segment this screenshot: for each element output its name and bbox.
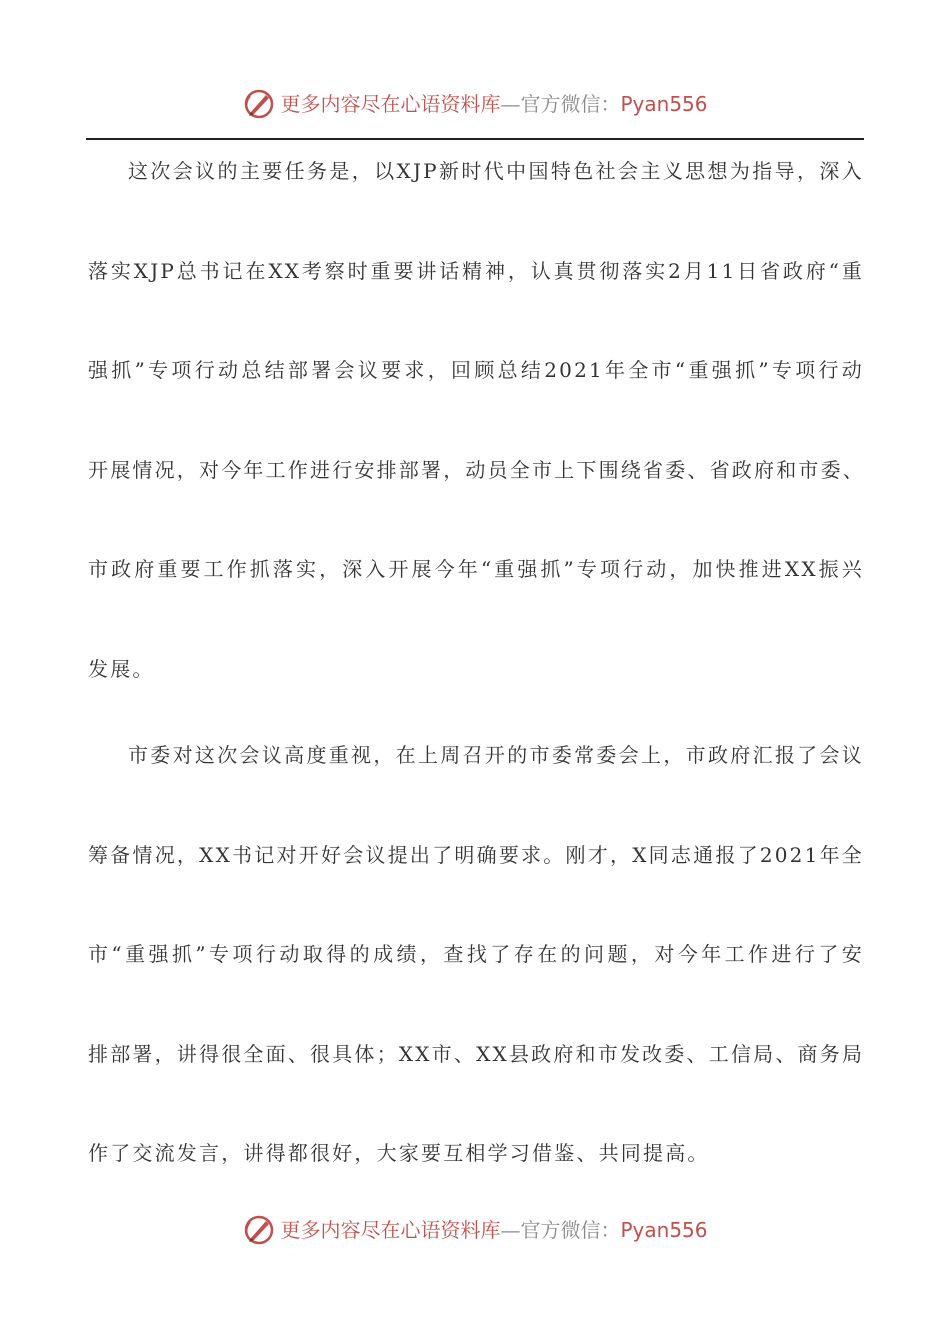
text-line: 市委对这次会议高度重视，在上周召开的市委常委会上，市政府汇报了会议 [128,743,864,767]
text-line: 市政府重要工作抓落实，深入开展今年“重强抓”专项行动，加快推进XX振兴 [88,557,864,581]
banner-wechat-id: Pyan556 [620,1218,708,1242]
header-banner [0,84,950,124]
footer-banner [0,1210,950,1250]
banner-wechat-id: Pyan556 [620,92,708,116]
header-divider [86,138,864,140]
document-body [88,146,864,1228]
banner-wechat-label: —官方微信： [500,1218,621,1242]
footer-banner-content [242,1213,707,1247]
text-line: 市“重强抓”专项行动取得的成绩，查找了存在的问题，对今年工作进行了安 [88,942,864,966]
banner-site-name: 更多内容尽在心语资料库 [280,92,501,116]
text-line: 筹备情况，XX书记对开好会议提出了明确要求。刚才，X同志通报了2021年全 [88,842,864,867]
text-line: 作了交流发言，讲得都很好，大家要互相学习借鉴、共同提高。 [88,1141,710,1165]
banner-text [280,1213,707,1247]
text-line: 落实XJP总书记在XX考察时重要讲话精神，认真贯彻落实2月11日省政府“重 [88,258,864,283]
pen-quill-icon [242,1213,276,1247]
text-line: 发展。 [88,656,155,681]
header-banner-content [242,87,707,121]
banner-text [280,87,707,121]
text-line: 开展情况，对今年工作进行安排部署，动员全市上下围绕省委、省政府和市委、 [88,457,865,482]
text-line: 这次会议的主要任务是，以XJP新时代中国特色社会主义思想为指导，深入 [128,159,864,183]
pen-quill-icon [242,87,276,121]
text-line: 排部署，讲得很全面、很具体；XX市、XX县政府和市发改委、工信局、商务局 [88,1041,865,1066]
paragraph [88,730,864,1228]
banner-site-name: 更多内容尽在心语资料库 [280,1218,501,1242]
banner-wechat-label: —官方微信： [500,92,621,116]
text-line: 强抓”专项行动总结部署会议要求，回顾总结2021年全市“重强抓”专项行动 [88,358,864,382]
paragraph [88,146,864,743]
